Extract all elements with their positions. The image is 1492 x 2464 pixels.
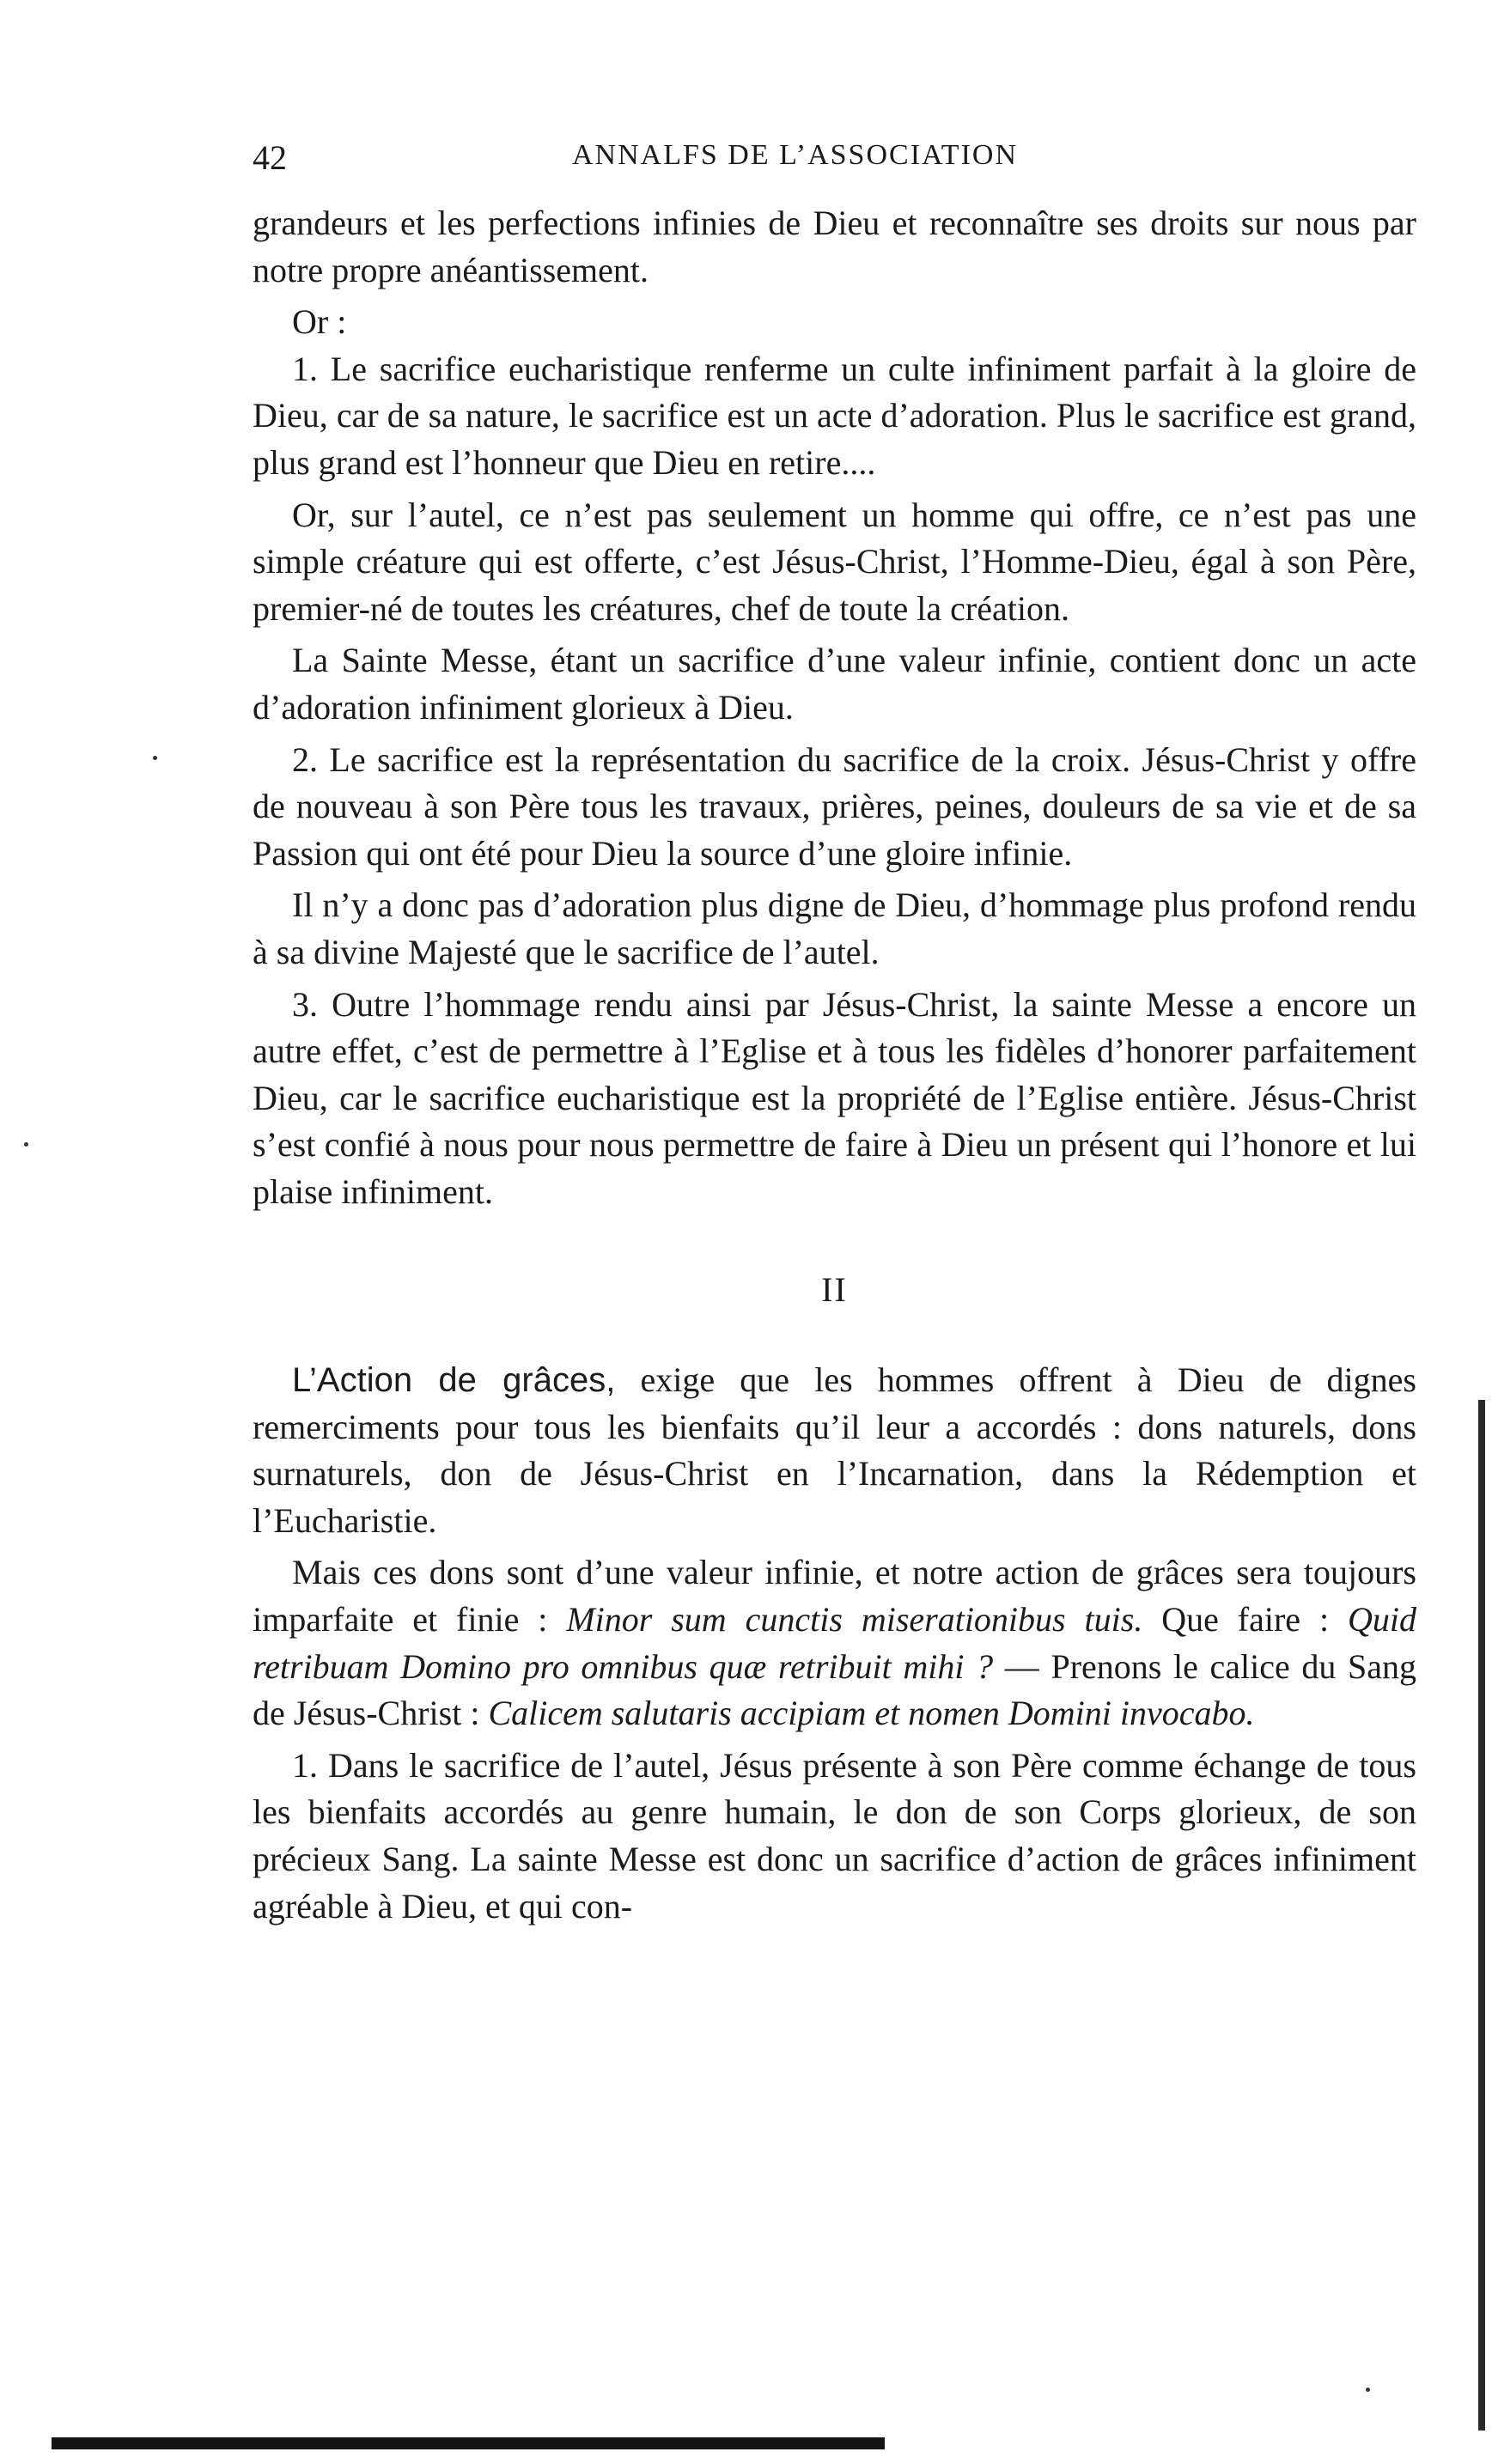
paragraph-point-2: 2. Le sacrifice est la représentation du sacrifice de la croix. Jésus-Christ y offre de nouveau à son Père tous les travaux, prières, peines, douleurs de sa vie et de sa Passion qui ont été pour Dieu la source d’une gloire infinie. xyxy=(253,739,1416,873)
section-number: II xyxy=(821,1270,848,1310)
paragraph-holy-mass: La Sainte Messe, étant un sacrifice d’une valeur infinie, contient donc un acte d’adoration infiniment glorieux à Dieu. xyxy=(253,641,1416,727)
latin-quote: Minor sum cunctis miserationibus tuis. xyxy=(566,1600,1143,1640)
paragraph-adoration: Il n’y a donc pas d’adoration plus digne de Dieu, d’hommage plus profond rendu à sa divine Majesté que le sacrifice de l’autel. xyxy=(253,885,1416,971)
latin-quote: Quid retribuam Domino pro omnibus quæ retribuit mihi ? xyxy=(253,1600,1417,1686)
scan-speck xyxy=(153,756,157,760)
paragraph-continuation: grandeurs et les perfections infinies de Dieu et reconnaître ses droits sur nous par notre propre anéantissement. xyxy=(253,204,1416,289)
scan-speck xyxy=(24,1142,28,1147)
paragraph-text: Mais ces dons sont d’une valeur infinie, et notre action de grâces sera toujours imparfaite et finie : xyxy=(253,1553,1416,1640)
page-number: 42 xyxy=(253,138,287,177)
section-lead-title: L’Action de grâces, xyxy=(292,1361,616,1400)
paragraph-text: — Prenons le calice du Sang de Jésus-Christ : xyxy=(253,1646,1416,1733)
paragraph-point-1-graces: 1. Dans le sacrifice de l’autel, Jésus présente à son Père comme échange de tous les bienfaits accordés au genre humain, le don de son Corps glorieux, de son précieux Sang. La sainte Messe est donc un sacrifice d’action de grâces infiniment agréable à Dieu, et qui con- xyxy=(253,1745,1416,1926)
paragraph-altar: Or, sur l’autel, ce n’est pas seulement un homme qui offre, ce n’est pas une simple créature qui est offerte, c’est Jésus-Christ, l’Homme-Dieu, égal à son Père, premier-né de toutes les créatures, chef de toute la création. xyxy=(253,495,1416,628)
page-header xyxy=(253,137,1416,189)
paragraph-latin-quotes xyxy=(253,1549,1416,1737)
paragraph-or: Or : xyxy=(292,302,347,342)
paragraph-action-de-graces xyxy=(253,1357,1416,1544)
paragraph-point-3: 3. Outre l’hommage rendu ainsi par Jésus-Christ, la sainte Messe a encore un autre effet, c’est de permettre à l’Eglise et à tous les fidèles d’honorer parfaitement Dieu, car le sacrifice eucharistique est la propriété de l’Eglise entière. Jésus-Christ s’est confié à nous pour nous permettre de faire à Dieu un présent qui l’honore et lui plaise infiniment. xyxy=(253,984,1416,1211)
bottom-scan-rule xyxy=(52,2437,885,2449)
running-title: ANNALFS DE L’ASSOCIATION xyxy=(572,139,1019,171)
paragraph-text: Que faire : xyxy=(1142,1600,1349,1640)
paragraph-point-1: 1. Le sacrifice eucharistique renferme un culte infiniment parfait à la gloire de Dieu, car de sa nature, le sacrifice est un acte d’adoration. Plus le sacrifice est grand, plus grand est l’honneur que Dieu en retire.... xyxy=(253,349,1416,482)
paragraph-text: exige que les hommes offrent à Dieu de dignes remerciments pour tous les bienfaits qu’il leur a accordés : dons naturels, dons surnaturels, don de Jésus-Christ en l’Incarnation, dans la Rédemption et l’Eucharistie. xyxy=(253,1360,1416,1540)
scan-speck xyxy=(1366,2388,1370,2392)
right-edge-scan-mark xyxy=(1478,1400,1485,2431)
body-text xyxy=(253,200,1416,1935)
latin-quote: Calicem salutaris accipiam et nomen Domini invocabo. xyxy=(488,1694,1255,1733)
